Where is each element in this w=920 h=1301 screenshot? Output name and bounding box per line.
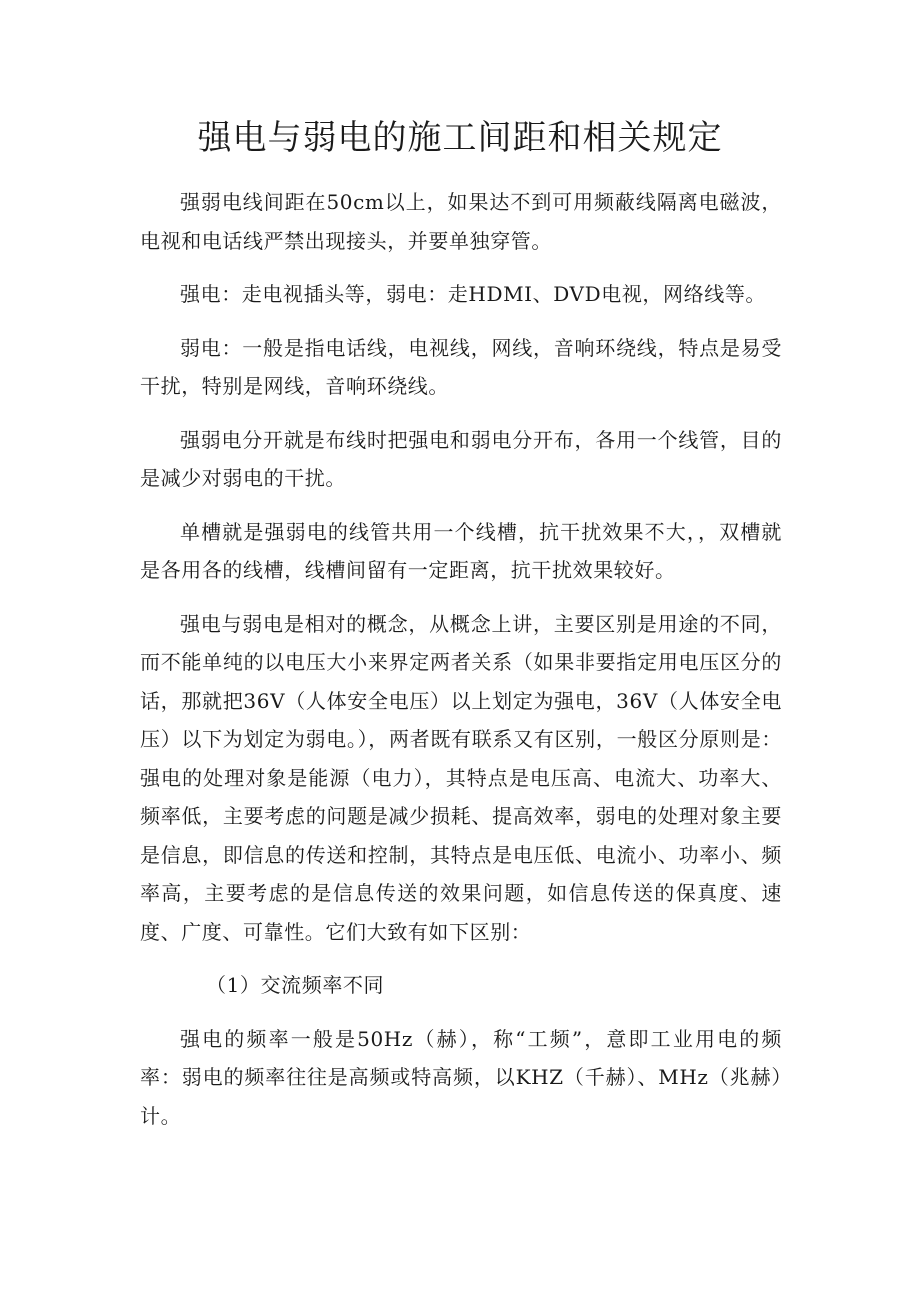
paragraph-separate-wiring: 强弱电分开就是布线时把强电和弱电分开布，各用一个线管，目的是减少对弱电的干扰。	[140, 427, 782, 490]
paragraph-frequency: 强电的频率一般是50Hz（赫），称“工频”，意即工业用电的频率：弱电的频率往往是高频或特高频，以KHZ（千赫）、MHz（兆赫）计。	[140, 1026, 782, 1128]
section-heading-frequency: （1）交流频率不同	[206, 973, 385, 997]
paragraph-single-double-trough: 单槽就是强弱电的线管共用一个线槽，抗干扰效果不大，，双槽就是各用各的线槽，线槽间留有一定距离，抗干扰效果较好。	[140, 519, 782, 582]
paragraph-concept-difference: 强电与弱电是相对的概念，从概念上讲，主要区别是用途的不同，而不能单纯的以电压大小来界定两者关系（如果非要指定用电压区分的话，那就把36V（人体安全电压）以上划定为强电，36V（人体安全电压）以下为划定为弱电。），两者既有联系又有区别，一般区分原则是：强电的处理对象是能源（电力），其特点是电压高、电流大、功率大、频率低，主要考虑的问题是减少损耗、提高效率，弱电的处理对象主要是信息，即信息的传送和控制，其特点是电压低、电流小、功率小、频率高，主要考虑的是信息传送的效果问题，如信息传送的保真度、速度、广度、可靠性。它们大致有如下区别：	[140, 611, 782, 944]
paragraph-strong-weak-examples: 强电：走电视插头等，弱电：走HDMI、DVD电视，网络线等。	[180, 282, 767, 306]
document-title: 强电与弱电的施工间距和相关规定	[197, 118, 723, 158]
document-body	[140, 183, 782, 1150]
paragraph-weak-current-definition: 弱电：一般是指电话线，电视线，网线，音响环绕线，特点是易受干扰，特别是网线，音响环绕线。	[140, 335, 782, 398]
paragraph-wire-spacing: 强弱电线间距在50cm以上，如果达不到可用频蔽线隔离电磁波，电视和电话线严禁出现接头，并要单独穿管。	[140, 190, 782, 253]
